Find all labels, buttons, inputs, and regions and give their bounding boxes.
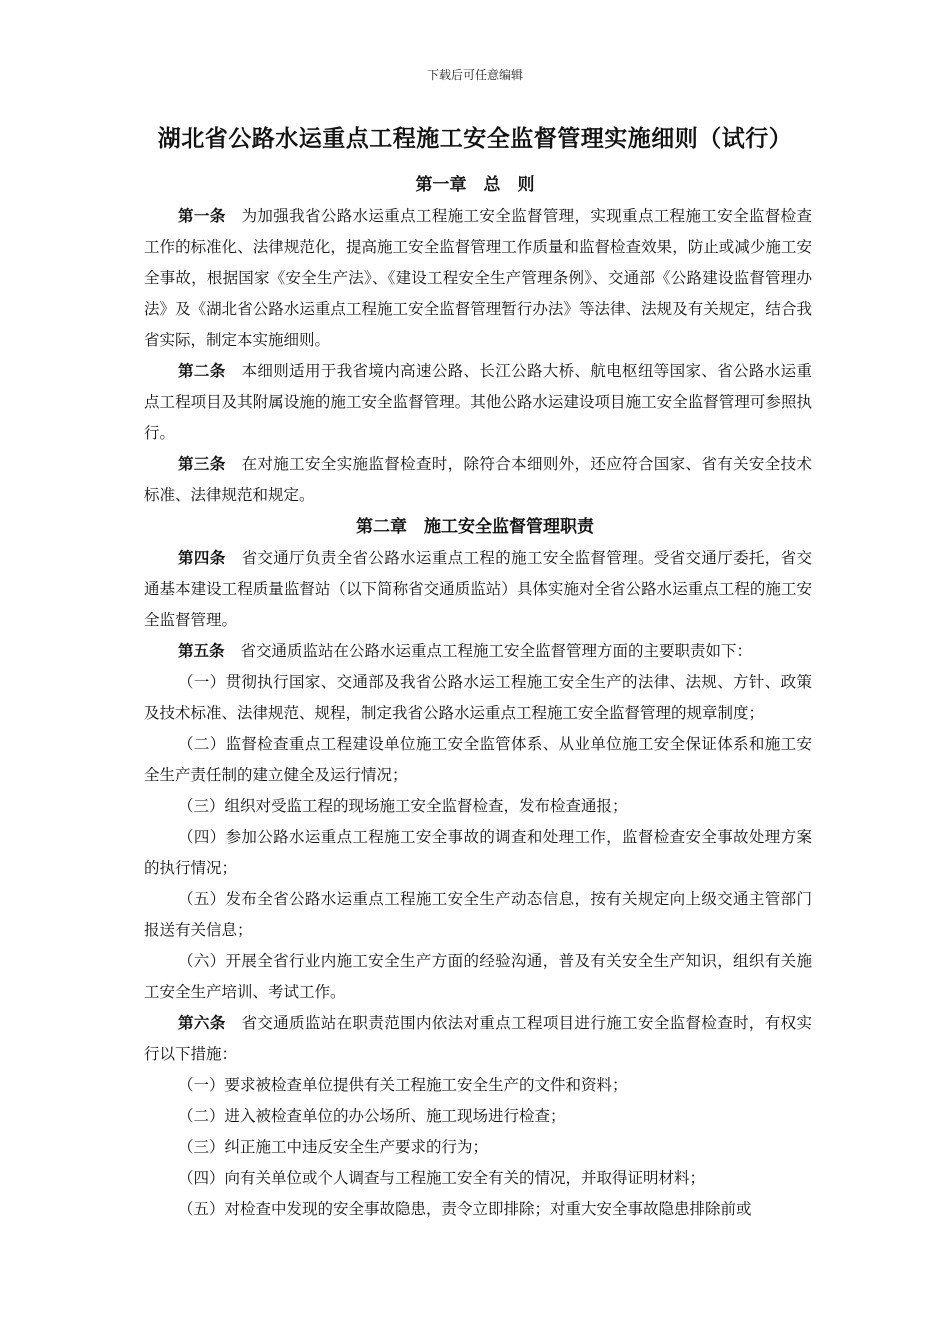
list-item: （三）纠正施工中违反安全生产要求的行为； — [178, 1138, 489, 1156]
list-item: （五）发布全省公路水运重点工程施工安全生产动态信息，按有关规定向上级交通主管部门报送有关信息； — [144, 890, 812, 939]
list-item: （二）监督检查重点工程建设单位施工安全监管体系、从业单位施工安全保证体系和施工安全生产责任制的建立健全及运行情况； — [144, 735, 812, 784]
article-text: 省交通质监站在职责范围内依法对重点工程项目进行施工安全监督检查时，有权实行以下措施： — [144, 1014, 812, 1063]
list-item: （六）开展全省行业内施工安全生产方面的经验沟通，普及有关安全生产知识，组织有关施工安全生产培训、考试工作。 — [144, 952, 812, 1001]
article-label: 第三条 — [178, 455, 226, 473]
article-2 — [144, 356, 812, 449]
article-text: 在对施工安全实施监督检查时，除符合本细则外，还应符合国家、省有关安全技术标准、法律规范和规定。 — [144, 455, 812, 504]
article-label: 第四条 — [178, 549, 226, 567]
chapter-2-heading: 第二章 施工安全监督管理职责 — [356, 517, 594, 537]
article-label: 第一条 — [178, 207, 226, 225]
chapter-1-heading: 第一章 总 则 — [415, 175, 535, 195]
chapter-2-body — [144, 543, 812, 1225]
list-item: （三）组织对受监工程的现场施工安全监督检查，发布检查通报； — [178, 797, 628, 815]
list-item: （四）向有关单位或个人调查与工程施工安全有关的情况，并取得证明材料； — [178, 1169, 706, 1187]
list-item: （二）进入被检查单位的办公场所、施工现场进行检查； — [178, 1107, 566, 1125]
article-text: 为加强我省公路水运重点工程施工安全监督管理，实现重点工程施工安全监督检查工作的标准化、法律规范化，提高施工安全监督管理工作质量和监督检查效果，防止或减少施工安全事故，根据国家《安全生产法》、《建设工程安全生产管理条例》、交通部《公路建设监督管理办法》及《湖北省公路水运重点工程施工安全监督管理暂行办法》等法律、法规及有关规定，结合我省实际，制定本实施细则。 — [144, 207, 812, 349]
article-text: 本细则适用于我省境内高速公路、长江公路大桥、航电枢纽等国家、省公路水运重点工程项目及其附属设施的施工安全监督管理。其他公路水运建设项目施工安全监督管理可参照执行。 — [144, 362, 812, 442]
article-label: 第六条 — [178, 1014, 226, 1032]
article-4 — [144, 543, 812, 636]
list-item: （五）对检查中发现的安全事故隐患，责令立即排除；对重大安全事故隐患排除前或 — [178, 1200, 752, 1218]
article-1 — [144, 201, 812, 356]
article-text: 省交通厅负责全省公路水运重点工程的施工安全监督管理。受省交通厅委托，省交通基本建设工程质量监督站（以下简称省交通质监站）具体实施对全省公路水运重点工程的施工安全监督管理。 — [144, 549, 812, 629]
document-title: 湖北省公路水运重点工程施工安全监督管理实施细则（试行） — [157, 126, 793, 152]
list-item: （一）贯彻执行国家、交通部及我省公路水运工程施工安全生产的法律、法规、方针、政策及技术标准、法律规范、规程，制定我省公路水运重点工程施工安全监督管理的规章制度； — [144, 673, 812, 722]
article-6 — [144, 1008, 812, 1070]
article-label: 第二条 — [178, 362, 226, 380]
list-item: （一）要求被检查单位提供有关工程施工安全生产的文件和资料； — [178, 1076, 628, 1094]
article-text: 省交通质监站在公路水运重点工程施工安全监督管理方面的主要职责如下： — [240, 642, 753, 660]
article-label: 第五条 — [178, 642, 225, 660]
page-header: 下载后可任意编辑 — [426, 68, 523, 82]
article-5 — [144, 636, 812, 667]
chapter-1-body — [144, 201, 812, 511]
article-3 — [144, 449, 812, 511]
list-item: （四）参加公路水运重点工程施工安全事故的调查和处理工作，监督检查安全事故处理方案的执行情况； — [144, 828, 812, 877]
